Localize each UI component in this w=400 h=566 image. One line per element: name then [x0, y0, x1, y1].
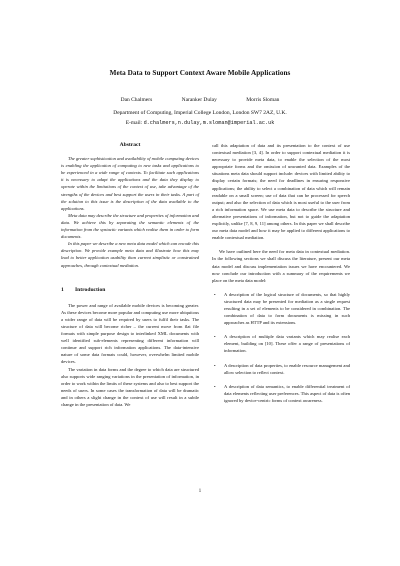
- body-paragraph: call this adaptation of data and its presentation to the context of use contextual mediation [3, 4]. In order to support contextual mediation it is necessary to provide meta data, to enable the selection of the most appropriate forms and the omission of unwanted data. Examples of the situations meta data should support include: devices with limited ability to display certain formats; the need for deadlines in ensuring responsive applications; the ability to select a combination of data which will remain readable on a small screen; use of data that can be processed for speech output; and also the selection of data which is most useful to the user from a rich information space. We use meta data to describe the structure and alternative presentations of information, but not to guide the adaptation explicitly, unlike [7, 8, 9, 11] among others. In this paper we shall describe our meta data model and how it may be applied to different applications to enable contextual mediation.: [212, 143, 350, 241]
- author-list: [0, 97, 400, 103]
- page-number: 1: [198, 489, 202, 494]
- list-item: • A description of data properties, to enable resource management and allow selection to reflect context.: [212, 362, 350, 376]
- paper-title: Meta Data to Support Context Aware Mobile Applications: [109, 69, 291, 77]
- right-column: [212, 142, 350, 411]
- section-heading-introduction: [61, 287, 199, 294]
- abstract-body: [61, 155, 199, 269]
- email-addresses: d.chalmers,n.dulay,m.sloman@imperial.ac.uk: [143, 120, 275, 126]
- body-paragraph: We have outlined here the need for meta data in contextual mediation. In the following sections we shall discuss the literature, present our meta data model and discuss implementation issues we have encountered. We now conclude our introduction with a summary of the requirements we place on the meta data model:: [212, 249, 350, 283]
- email-label: E-mail:: [125, 120, 143, 126]
- abstract-paragraph: In this paper we describe a new meta data model which can encode this description. We provide example meta data and illustrate how this may lead to better application usability than current simplistic or constrained approaches, through contextual mediation.: [61, 241, 199, 268]
- author-name: Naranker Dulay: [181, 97, 217, 103]
- section-number: 1: [61, 286, 64, 293]
- body-paragraph: The power and range of available mobile devices is becoming greater. As these devices become more popular and computing use more ubiquitous a wider range of data will be required by users to fulfil their tasks. The structure of data will become richer – the current move from flat file formats with simple purpose design to interlinked XML documents with well identified sub-elements representing different information will continue and support rich information applications. The data-intensive nature of some data formats could, however, overwhelm limited mobile devices.: [61, 302, 199, 365]
- abstract-paragraph: The greater sophistication and availability of mobile computing devices is enabling the application of computing to new tasks and applications to be experienced in a wide range of contexts. To facilitate such applications it is necessary to adapt the applications and the data they display to operate within the limitations of the context of use, take advantage of the strengths of the devices and best support the users in their tasks. A part of the solution to this issue is the description of the data available to the applications.: [61, 156, 199, 211]
- email-line: [0, 120, 400, 126]
- requirements-list: [212, 291, 350, 404]
- list-item: • A description of the logical structure of documents, so that highly structured data may be presented for mediation as a single request resulting in a set of elements to be considered in combination. The combination of data to form documents is missing in such approaches as HTTP and its extensions.: [212, 291, 350, 326]
- body-paragraph: The variation in data forms and the degree to which data are structured also supports wide ranging variations in the presentation of information, in order to work within the limits of these systems and also to best support the needs of users. In some cases the transformation of data will be dramatic and in others a slight change in the context of use will result in a subtle change in the presentation of data. We: [61, 366, 199, 407]
- list-item: • A description of data semantics, to enable differential treatment of data elements reflecting user preferences. This aspect of data is often ignored by device-centric forms of context awareness.: [212, 383, 350, 404]
- author-name: Dan Chalmers: [120, 97, 153, 103]
- affiliation: Department of Computing, Imperial College London, London SW7 2AZ, U.K.: [113, 110, 287, 116]
- abstract-heading: Abstract: [119, 142, 141, 148]
- abstract-paragraph: Meta data may describe the structure and properties of information and data. We achieve this by separating the semantic elements of the information from the syntactic variants which realise them in order to form documents.: [61, 212, 199, 240]
- section-title: Introduction: [75, 286, 106, 293]
- left-column: [61, 142, 199, 408]
- author-name: Morris Sloman: [246, 97, 280, 103]
- list-item: • A description of multiple data variants which may realise each element, building on [10]. These offer a range of presentations of information.: [212, 333, 350, 354]
